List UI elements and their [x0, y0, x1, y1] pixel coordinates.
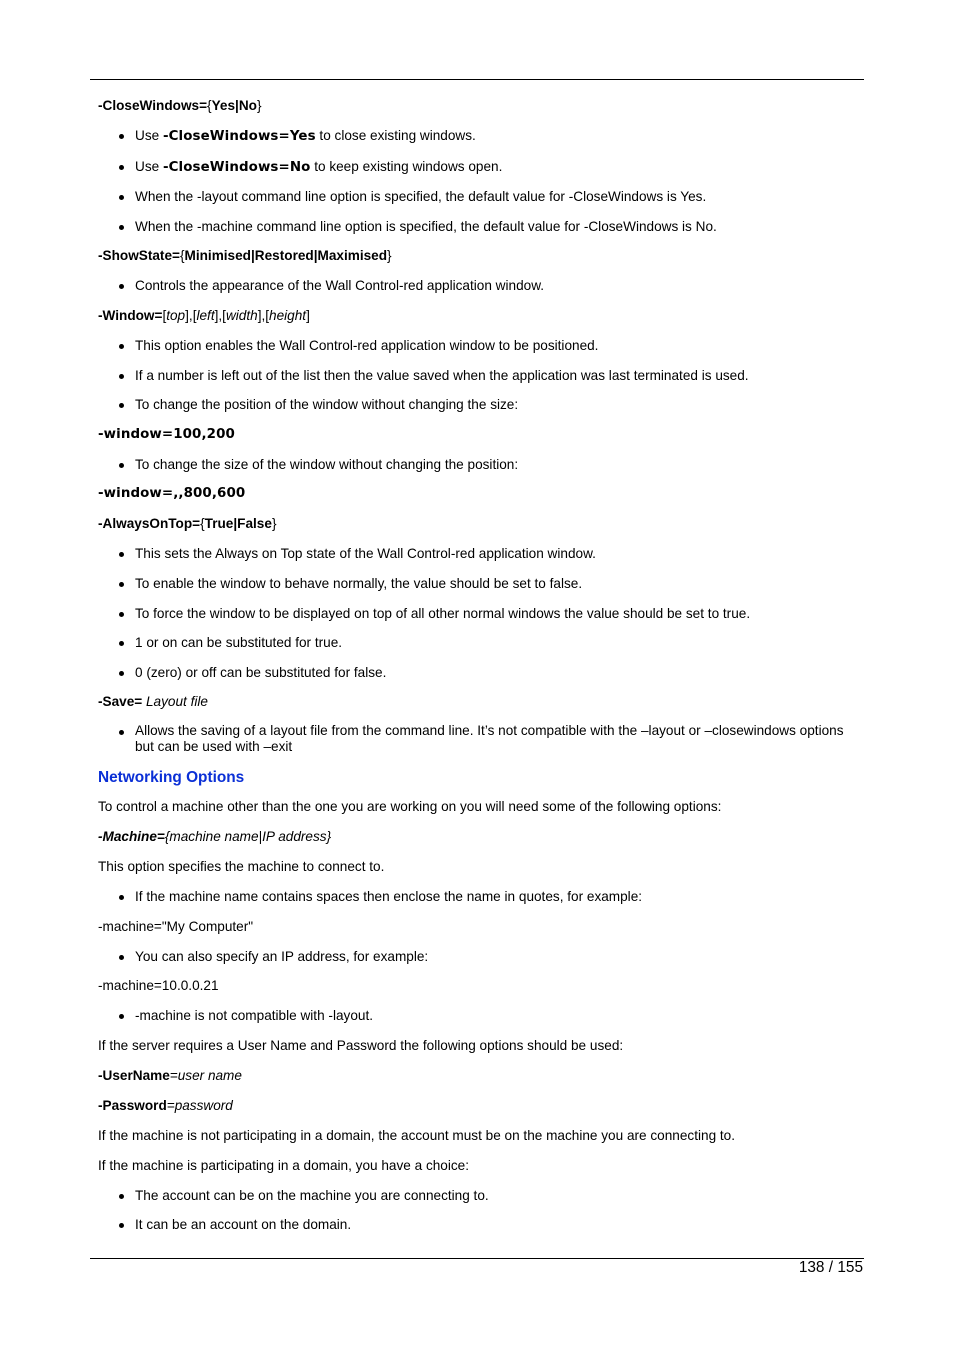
save-syntax: -Save= Layout file	[98, 694, 208, 710]
window-example-size: -window=,,800,600	[98, 486, 246, 502]
window-list-2	[98, 456, 848, 473]
machine-description: This option specifies the machine to connect to.	[98, 858, 385, 874]
networking-intro: To control a machine other than the one you are working on you will need some of the following options:	[98, 798, 722, 814]
username-syntax: -UserName=user name	[98, 1067, 242, 1083]
closewindows-list	[98, 127, 848, 235]
window-example-position: -window=100,200	[98, 426, 235, 442]
list-item: This sets the Always on Top state of the Wall Control-red application window.	[98, 545, 848, 562]
showstate-list	[98, 277, 848, 294]
list-item: If a number is left out of the list then the value saved when the application was last terminated is used.	[98, 367, 848, 384]
closewindows-syntax: -CloseWindows={Yes|No}	[98, 98, 262, 113]
list-item: 0 (zero) or off can be substituted for false.	[98, 664, 848, 681]
list-item: Use -CloseWindows=Yes to close existing windows.	[98, 127, 848, 145]
list-item: To force the window to be displayed on top of all other normal windows the value should be set to true.	[98, 605, 848, 622]
list-item: If the machine name contains spaces then enclose the name in quotes, for example:	[98, 888, 848, 905]
window-syntax: -Window=[top],[left],[width],[height]	[98, 307, 310, 323]
list-item: -machine is not compatible with -layout.	[98, 1007, 848, 1024]
list-item: 1 or on can be substituted for true.	[98, 634, 848, 651]
machine-syntax: -Machine={machine name|IP address}	[98, 828, 332, 844]
password-syntax: -Password=password	[98, 1097, 233, 1113]
alwaysontop-list	[98, 545, 848, 680]
section-heading: Networking Options	[98, 768, 245, 786]
not-domain-note: If the machine is not participating in a domain, the account must be on the machine you are connecting to.	[98, 1127, 736, 1143]
list-item: When the -machine command line option is specified, the default value for -CloseWindows is No.	[98, 218, 848, 235]
document-body	[98, 97, 848, 1246]
list-item: This option enables the Wall Control-red application window to be positioned.	[98, 337, 848, 354]
footer-rule	[90, 1258, 864, 1259]
machine-list-3	[98, 1007, 848, 1024]
alwaysontop-syntax: -AlwaysOnTop={True|False}	[98, 516, 277, 532]
list-item: You can also specify an IP address, for example:	[98, 948, 848, 965]
page-number: 138 / 155	[798, 1259, 863, 1276]
header-rule	[90, 79, 864, 80]
machine-list-2	[98, 948, 848, 965]
list-item: To enable the window to behave normally, the value should be set to false.	[98, 575, 848, 592]
list-item: Controls the appearance of the Wall Control-red application window.	[98, 277, 848, 294]
machine-list	[98, 888, 848, 905]
domain-list	[98, 1187, 848, 1234]
showstate-syntax: -ShowState={Minimised|Restored|Maximised}	[98, 248, 392, 264]
list-item: When the -layout command line option is specified, the default value for -CloseWindows is Yes.	[98, 188, 848, 205]
list-item: Allows the saving of a layout file from the command line. It’s not compatible with the –layout or –closewindows options but can be used with –exit	[98, 723, 848, 755]
credentials-intro: If the server requires a User Name and Password the following options should be used:	[98, 1037, 624, 1053]
machine-example-ip: -machine=10.0.0.21	[98, 978, 219, 994]
list-item: To change the position of the window without changing the size:	[98, 396, 848, 413]
list-item: The account can be on the machine you are connecting to.	[98, 1187, 848, 1204]
window-list	[98, 337, 848, 413]
list-item: Use -CloseWindows=No to keep existing windows open.	[98, 158, 848, 176]
domain-note: If the machine is participating in a domain, you have a choice:	[98, 1157, 470, 1173]
save-list	[98, 723, 848, 755]
list-item: To change the size of the window without changing the position:	[98, 456, 848, 473]
list-item: It can be an account on the domain.	[98, 1216, 848, 1233]
machine-example-name: -machine="My Computer"	[98, 918, 254, 934]
